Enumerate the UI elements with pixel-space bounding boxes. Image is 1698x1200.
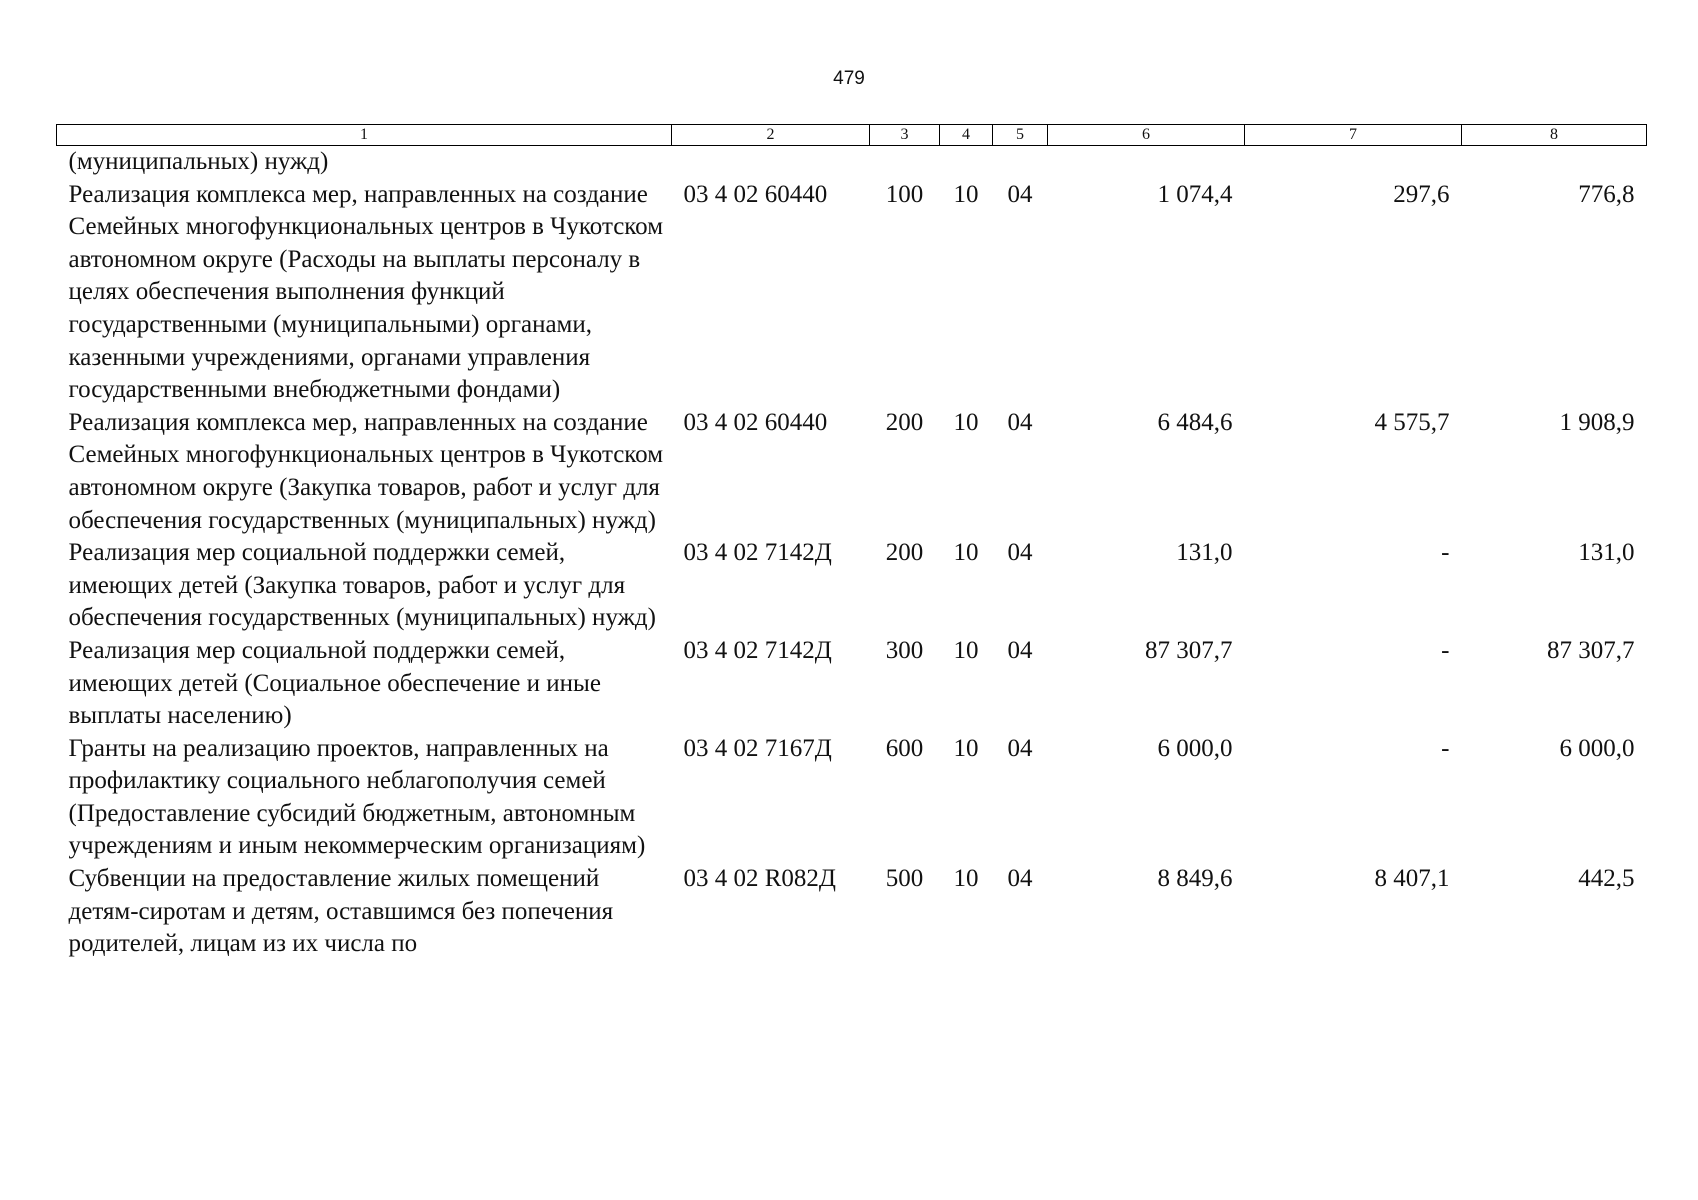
row-description: Субвенции на предоставление жилых помещений детям-сиротам и детям, оставшимся без попечения родителей, лицам из их числа по xyxy=(68,865,614,958)
row-col6: 87 307,7 xyxy=(1145,636,1233,664)
table-row xyxy=(57,179,1647,407)
row-col8: 87 307,7 xyxy=(1547,636,1635,664)
row-description: Реализация комплекса мер, направленных на создание Семейных многофункциональных центров в Чукотском автономном округе (Закупка товаров, работ и услуг для обеспечения государственных (муниципальных) нужд) xyxy=(68,408,664,534)
row-col4: 10 xyxy=(953,408,979,436)
row-col5: 04 xyxy=(1007,865,1033,893)
continuation-text: (муниципальных) нужд) xyxy=(68,148,329,175)
row-description: Реализация комплекса мер, направленных на создание Семейных многофункциональных центров в Чукотском автономном округе (Расходы на выплаты персоналу в целях обеспечения выполнения функций государственными (муниципальными) органами, казенными учреждениями, органами управления государственными внебюджетными фондами) xyxy=(68,180,664,404)
column-header-2: 2 xyxy=(672,125,870,146)
row-col8: 131,0 xyxy=(1578,539,1635,567)
row-col6: 1 074,4 xyxy=(1157,180,1233,208)
row-col7: - xyxy=(1441,636,1450,664)
row-col6: 8 849,6 xyxy=(1157,865,1233,893)
budget-table xyxy=(56,124,1647,961)
row-col5: 04 xyxy=(1007,180,1033,208)
row-col6: 6 000,0 xyxy=(1157,734,1233,762)
column-header-8: 8 xyxy=(1462,125,1647,146)
row-col3: 600 xyxy=(885,734,924,762)
row-col7: 297,6 xyxy=(1393,180,1450,208)
row-col3: 200 xyxy=(885,539,924,567)
column-header-1: 1 xyxy=(57,125,672,146)
row-col3: 200 xyxy=(885,408,924,436)
row-code: 03 4 02 60440 xyxy=(683,180,828,208)
page-number: 479 xyxy=(833,68,865,89)
row-code: 03 4 02 60440 xyxy=(683,408,828,436)
row-code: 03 4 02 7167Д xyxy=(683,734,832,762)
row-col4: 10 xyxy=(953,636,979,664)
header-row xyxy=(57,125,1647,146)
column-header-7: 7 xyxy=(1245,125,1462,146)
table-row xyxy=(57,407,1647,537)
table-row xyxy=(57,733,1647,863)
row-code: 03 4 02 7142Д xyxy=(683,636,832,664)
row-col4: 10 xyxy=(953,180,979,208)
row-col5: 04 xyxy=(1007,734,1033,762)
row-col6: 6 484,6 xyxy=(1157,408,1233,436)
continuation-row xyxy=(57,146,1647,179)
row-description: Реализация мер социальной поддержки семей, имеющих детей (Закупка товаров, работ и услуг для обеспечения государственных (муниципальных) нужд) xyxy=(68,539,656,632)
row-col3: 300 xyxy=(885,636,924,664)
row-col3: 100 xyxy=(885,180,924,208)
row-col5: 04 xyxy=(1007,636,1033,664)
row-col6: 131,0 xyxy=(1176,539,1233,567)
row-col5: 04 xyxy=(1007,539,1033,567)
row-col4: 10 xyxy=(953,865,979,893)
row-col8: 1 908,9 xyxy=(1559,408,1635,436)
row-col4: 10 xyxy=(953,734,979,762)
row-col7: 8 407,1 xyxy=(1374,865,1450,893)
row-col8: 776,8 xyxy=(1578,180,1635,208)
table-row xyxy=(57,863,1647,961)
row-col7: - xyxy=(1441,539,1450,567)
table-row xyxy=(57,635,1647,733)
row-col7: - xyxy=(1441,734,1450,762)
row-col3: 500 xyxy=(885,865,924,893)
row-col4: 10 xyxy=(953,539,979,567)
row-col8: 6 000,0 xyxy=(1559,734,1635,762)
column-header-3: 3 xyxy=(870,125,940,146)
table-body xyxy=(57,146,1647,961)
column-header-4: 4 xyxy=(940,125,993,146)
row-code: 03 4 02 7142Д xyxy=(683,539,832,567)
column-header-5: 5 xyxy=(993,125,1048,146)
row-code: 03 4 02 R082Д xyxy=(683,865,836,893)
column-header-6: 6 xyxy=(1048,125,1245,146)
row-col5: 04 xyxy=(1007,408,1033,436)
row-col8: 442,5 xyxy=(1578,865,1635,893)
table-row xyxy=(57,537,1647,635)
row-description: Гранты на реализацию проектов, направленных на профилактику социального неблагополучия семей (Предоставление субсидий бюджетным, автономным учреждениям и иным некоммерческим организациям) xyxy=(68,734,646,860)
row-description: Реализация мер социальной поддержки семей, имеющих детей (Социальное обеспечение и иные выплаты населению) xyxy=(68,636,601,730)
table-header xyxy=(57,125,1647,146)
row-col7: 4 575,7 xyxy=(1374,408,1450,436)
